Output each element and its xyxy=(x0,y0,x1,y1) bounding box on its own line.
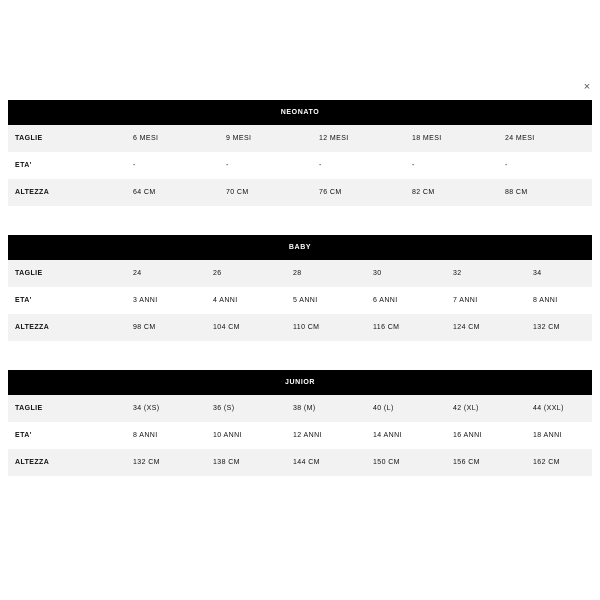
table-cell: 76 CM xyxy=(319,189,342,196)
table-cell: 88 CM xyxy=(505,189,528,196)
table-cell: 3 ANNI xyxy=(133,297,158,304)
table-cell: - xyxy=(133,162,136,169)
table-title: NEONATO xyxy=(8,100,592,125)
table-cell: 26 xyxy=(213,270,222,277)
table-cell: 24 xyxy=(133,270,142,277)
table-cell: 144 CM xyxy=(293,459,320,466)
table-cell: 70 CM xyxy=(226,189,249,196)
table-cell: 12 ANNI xyxy=(293,432,322,439)
table-cell: 44 (XXL) xyxy=(533,405,564,412)
table-cell: 18 ANNI xyxy=(533,432,562,439)
table-row xyxy=(8,395,592,422)
row-label: TAGLIE xyxy=(15,405,43,412)
table-cell: 40 (L) xyxy=(373,405,394,412)
table-row xyxy=(8,449,592,476)
table-cell: 34 xyxy=(533,270,542,277)
row-label: ETA' xyxy=(15,162,32,169)
table-row xyxy=(8,422,592,449)
table-cell: 138 CM xyxy=(213,459,240,466)
size-tables-container xyxy=(8,100,592,505)
table-cell: 18 MESI xyxy=(412,135,442,142)
table-cell: 104 CM xyxy=(213,324,240,331)
table-cell: 64 CM xyxy=(133,189,156,196)
table-cell: 110 CM xyxy=(293,324,320,331)
table-row xyxy=(8,179,592,206)
table-cell: 5 ANNI xyxy=(293,297,318,304)
table-row xyxy=(8,260,592,287)
table-cell: 12 MESI xyxy=(319,135,349,142)
table-cell: 8 ANNI xyxy=(533,297,558,304)
row-label: ETA' xyxy=(15,432,32,439)
table-cell: 132 CM xyxy=(133,459,160,466)
close-icon[interactable]: × xyxy=(580,80,594,94)
table-cell: 14 ANNI xyxy=(373,432,402,439)
table-cell: 156 CM xyxy=(453,459,480,466)
table-cell: 132 CM xyxy=(533,324,560,331)
table-cell: 10 ANNI xyxy=(213,432,242,439)
table-cell: 24 MESI xyxy=(505,135,535,142)
table-cell: 30 xyxy=(373,270,382,277)
table-cell: 150 CM xyxy=(373,459,400,466)
table-row xyxy=(8,152,592,179)
table-cell: 16 ANNI xyxy=(453,432,482,439)
table-cell: 34 (XS) xyxy=(133,405,160,412)
table-cell: 8 ANNI xyxy=(133,432,158,439)
table-title: BABY xyxy=(8,235,592,260)
row-label: TAGLIE xyxy=(15,270,43,277)
table-row xyxy=(8,125,592,152)
table-title-row xyxy=(8,100,592,125)
table-cell: - xyxy=(319,162,322,169)
row-label: ALTEZZA xyxy=(15,324,50,331)
table-cell: 82 CM xyxy=(412,189,435,196)
table-cell: 6 ANNI xyxy=(373,297,398,304)
row-label: ETA' xyxy=(15,297,32,304)
table-cell: 4 ANNI xyxy=(213,297,238,304)
table-row xyxy=(8,287,592,314)
table-cell: 9 MESI xyxy=(226,135,252,142)
table-title-row xyxy=(8,235,592,260)
table-cell: 38 (M) xyxy=(293,405,316,412)
table-cell: 162 CM xyxy=(533,459,560,466)
table-cell: 36 (S) xyxy=(213,405,235,412)
table-cell: 42 (XL) xyxy=(453,405,479,412)
table-cell: 28 xyxy=(293,270,302,277)
table-cell: - xyxy=(412,162,415,169)
table-cell: - xyxy=(505,162,508,169)
row-label: ALTEZZA xyxy=(15,459,50,466)
table-title: JUNIOR xyxy=(8,370,592,395)
table-cell: 32 xyxy=(453,270,462,277)
table-cell: 116 CM xyxy=(373,324,400,331)
table-cell: - xyxy=(226,162,229,169)
table-cell: 98 CM xyxy=(133,324,156,331)
size-table-neonato xyxy=(8,100,592,206)
table-row xyxy=(8,314,592,341)
table-cell: 124 CM xyxy=(453,324,480,331)
table-cell: 6 MESI xyxy=(133,135,159,142)
size-table-junior xyxy=(8,370,592,476)
table-title-row xyxy=(8,370,592,395)
row-label: TAGLIE xyxy=(15,135,43,142)
table-cell: 7 ANNI xyxy=(453,297,478,304)
size-table-baby xyxy=(8,235,592,341)
row-label: ALTEZZA xyxy=(15,189,50,196)
